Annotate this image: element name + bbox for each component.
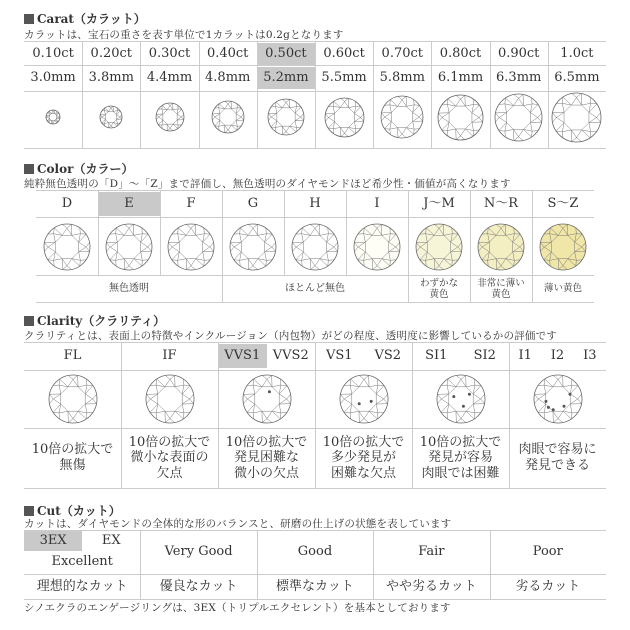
carat-diamond-3 [211,100,245,138]
clarity-grade-label: VVS2 [272,348,309,364]
cut-grade-label: Poor [532,544,563,560]
cut-description-text: やや劣るカット [385,579,477,595]
clarity-grade-label: IF [162,348,177,364]
color-description: 純粋無色透明の「D」～「Z」まで評価し、無色透明のダイヤモンドほど希少性・価値が高くなります [24,178,511,190]
grid-divider [408,275,409,302]
clarity-grade-label: FL [63,348,82,364]
grid-divider [24,91,606,92]
carat-diameter-label: 5.5mm [321,70,367,86]
color-grade-label: G [247,196,259,212]
diamond-icon [380,95,424,139]
clarity-grade-label: VVS1 [218,344,267,368]
color-diamond-4 [291,223,339,275]
diamond-icon [105,223,153,271]
diamond-icon [437,94,484,141]
grid-divider [82,41,83,149]
clarity-grade-label: I3 [583,348,597,364]
cut-3ex-label: 3EX [24,531,82,551]
grid-divider [470,275,471,302]
grid-divider [36,302,594,303]
grid-divider [199,41,200,149]
color-diamond-2 [167,223,215,275]
color-diamond-5 [353,223,401,275]
carat-diamond-2 [155,102,185,136]
carat-diameter-label: 4.4mm [146,70,193,86]
diamond-icon [436,374,486,424]
diamond-icon [477,223,525,271]
carat-diamond-8 [494,93,543,146]
color-diamond-3 [229,223,277,275]
color-grade-label: S～Z [547,196,579,212]
diamond-icon [339,374,389,424]
clarity-diamond-2 [242,374,292,428]
diamond-icon [291,223,339,271]
color-diamond-1 [105,223,153,275]
diamond-icon [45,109,61,125]
carat-weight-label: 0.50ct [257,43,315,65]
clarity-grade-label: VS2 [374,348,402,364]
cut-description-text: 優良なカット [159,579,238,595]
carat-weight-label: 0.80ct [439,46,482,62]
cut-title-text: Cut（カット） [37,504,121,518]
clarity-diamond-0 [48,374,98,428]
grid-divider [431,41,432,149]
grid-divider [408,190,409,275]
grid-divider [160,190,161,275]
color-group-label: 薄い黄色 [543,283,582,295]
grid-divider [470,190,471,275]
color-grade-label: D [61,196,73,212]
grid-divider [257,41,258,149]
grid-divider [222,190,223,275]
clarity-section-title [24,312,165,329]
grid-divider [490,530,491,599]
grid-divider [548,41,549,149]
carat-diameter-label: 4.8mm [205,70,251,86]
carat-diameter-label: 5.8mm [379,70,425,86]
square-bullet-icon [24,506,34,516]
cut-ex-label: EX [101,533,121,549]
grid-divider [315,41,316,149]
grid-divider [140,530,141,599]
clarity-description-text: 10倍の拡大で 発見が容易 肉眼では困難 [419,434,502,481]
diamond-icon [145,374,195,424]
clarity-diamond-1 [145,374,195,428]
diamond-icon [539,223,587,271]
clarity-title-text: Clarity（クラリティ） [37,314,166,328]
carat-section-title [24,10,146,27]
cut-grade-label: Fair [418,544,445,560]
cut-description-text: 劣るカット [515,579,581,595]
color-grade-label: E [98,192,160,216]
grid-divider [24,65,606,66]
color-group-label: 無色透明 [109,283,149,294]
carat-title-text: Carat（カラット） [37,12,146,26]
clarity-grade-label: VS1 [325,348,353,364]
clarity-diamond-5 [533,374,583,428]
clarity-description: クラリティとは、表面上の特徴やインクルージョン（内包物）がどの程度、透明度に影響しているかの評価です [24,330,558,342]
color-diamond-8 [539,223,587,275]
color-section-title [24,160,133,177]
grid-divider [24,488,606,489]
color-grade-label: F [186,196,196,212]
clarity-grade-label: I2 [550,348,565,364]
carat-diameter-label: 6.5mm [554,70,600,86]
cut-excellent-label: Excellent [51,554,113,570]
grid-divider [532,190,533,275]
diamond-icon [229,223,277,271]
grid-divider [257,530,258,599]
carat-diameter-label: 3.0mm [30,70,76,86]
grid-divider [140,41,141,149]
carat-diameter-label: 6.1mm [437,70,484,86]
diamond-icon [533,374,583,424]
carat-weight-label: 1.0ct [560,46,594,62]
grid-divider [24,148,606,149]
carat-weight-label: 0.70ct [381,46,423,62]
diamond-icon [324,97,365,138]
grid-divider [98,190,99,275]
diamond-icon [551,92,602,143]
diamond-icon [48,374,98,424]
color-grade-label: N～R [483,196,519,212]
clarity-description-text: 10倍の拡大で 微小な表面の 欠点 [128,434,211,481]
carat-weight-label: 0.10ct [32,46,74,62]
color-grade-label: I [374,196,380,212]
carat-weight-label: 0.20ct [90,46,132,62]
clarity-grade-label: SI2 [473,348,496,364]
carat-diamond-5 [324,97,365,142]
diamond-icon [353,223,401,271]
grid-divider [36,190,594,191]
diamond-icon [99,105,123,129]
grid-divider [24,574,606,575]
carat-description: カラットは、宝石の重さを表す単位で1カラットは0.2gとなります [24,29,344,41]
diamond-icon [167,223,215,271]
clarity-description-text: 10倍の拡大で 多少発見が 困難な欠点 [322,434,405,481]
carat-weight-label: 0.40ct [206,46,249,62]
clarity-grade-label: SI1 [425,348,448,364]
diamond-icon [211,100,245,134]
grid-divider [490,41,491,149]
diamond-icon [155,102,185,132]
carat-diamond-7 [437,94,484,145]
square-bullet-icon [24,164,34,174]
cut-description-text: 標準なカット [276,579,354,595]
diamond-icon [267,98,305,136]
carat-diamond-0 [45,109,61,129]
carat-weight-label: 0.90ct [497,46,540,62]
diamond-icon [415,223,463,271]
grid-divider [222,275,223,302]
color-title-text: Color（カラー） [37,162,134,176]
carat-diamond-6 [380,95,424,143]
clarity-description-text: 10倍の拡大で 無傷 [31,442,114,473]
cut-footer-note: シノエクラのエンゲージリングは、3EX（トリプルエクセレント）を基本としております [24,602,451,614]
color-grade-label: H [309,196,321,212]
square-bullet-icon [24,316,34,326]
cut-grade-label: Very Good [164,544,233,560]
grid-divider [373,530,374,599]
grid-divider [346,190,347,275]
carat-diameter-label: 5.2mm [257,67,315,89]
clarity-diamond-4 [436,374,486,428]
color-diamond-7 [477,223,525,275]
color-diamond-6 [415,223,463,275]
color-diamond-0 [43,223,91,275]
cut-description-text: 理想的なカット [36,579,128,595]
color-grade-label: J～M [423,196,455,212]
diamond-icon [242,374,292,424]
square-bullet-icon [24,14,34,24]
diamond-icon [494,93,543,142]
grid-divider [36,217,594,218]
grid-divider [373,41,374,149]
grid-divider [532,275,533,302]
clarity-grade-label: I1 [518,348,532,364]
carat-diamond-1 [99,105,123,133]
carat-weight-label: 0.60ct [323,46,365,62]
grid-divider [284,190,285,275]
clarity-description-text: 肉眼で容易に 発見できる [518,442,597,473]
diamond-icon [43,223,91,271]
cut-description: カットは、ダイヤモンドの全体的な形のバランスと、研磨の仕上げの状態を表しています [24,518,452,530]
carat-diameter-label: 3.8mm [88,70,134,86]
cut-grade-label: Good [297,544,333,560]
clarity-diamond-3 [339,374,389,428]
carat-diameter-label: 6.3mm [496,70,542,86]
carat-weight-label: 0.30ct [148,46,191,62]
clarity-description-text: 10倍の拡大で 発見困難な 微小の欠点 [225,434,308,481]
color-group-label: 非常に薄い 黄色 [477,277,525,300]
color-group-label: わずかな 黄色 [419,277,458,300]
carat-diamond-4 [267,98,305,140]
carat-diamond-9 [551,92,602,147]
color-group-label: ほとんど無色 [285,283,345,294]
